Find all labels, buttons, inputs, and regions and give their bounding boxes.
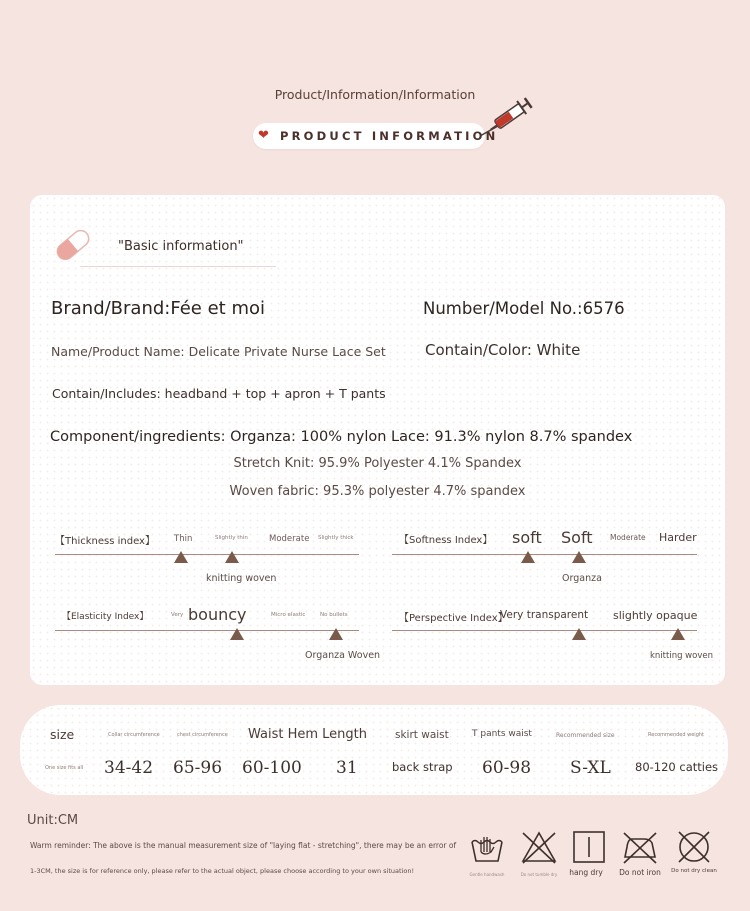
heart-icon: ❤	[258, 128, 269, 143]
perspective-option: slightly opaque	[613, 609, 698, 622]
thickness-option: Thin	[174, 534, 193, 544]
softness-option: Harder	[659, 531, 697, 544]
collar-header: Collar circumference	[108, 732, 160, 738]
perspective-scale-line	[392, 630, 697, 631]
no-tumble-dry-icon	[521, 829, 557, 865]
care-label: hang dry	[569, 868, 603, 877]
no-dry-clean-icon	[676, 829, 712, 865]
softness-option: Moderate	[610, 533, 646, 542]
elasticity-marker	[230, 628, 244, 640]
softness-marker	[521, 551, 535, 563]
rec-weight-cell: 80-120 catties	[635, 760, 719, 774]
product-name: Name/Product Name: Delicate Private Nurse Lace Set	[51, 344, 386, 359]
perspective-label: 【Perspective Index】	[399, 613, 508, 624]
unit-label: Unit:CM	[27, 813, 79, 828]
thickness-marker	[174, 551, 188, 563]
softness-option: Soft	[561, 528, 593, 547]
thickness-option: Slightly thick	[318, 535, 354, 541]
tpants-waist-cell: 60-98	[482, 758, 532, 778]
elasticity-note: Organza Woven	[305, 650, 381, 661]
collar-cell: 34-42	[104, 758, 154, 778]
rec-size-header: Recommended size	[556, 732, 615, 739]
care-label: Do not iron	[619, 868, 661, 877]
care-label: Gentle handwash	[469, 872, 505, 877]
rec-weight-header: Recommended weight	[648, 732, 704, 738]
component-line-2: Stretch Knit: 95.9% Polyester 4.1% Spandex	[233, 456, 522, 471]
capsule-icon	[52, 224, 94, 266]
hang-dry-icon	[571, 829, 607, 865]
softness-marker	[572, 551, 586, 563]
skirt-waist-cell: back strap	[392, 760, 453, 774]
waist-cell: 60-100	[242, 758, 302, 778]
size-header: size	[50, 727, 75, 742]
perspective-marker	[572, 628, 586, 640]
thickness-label: 【Thickness index】	[55, 536, 155, 547]
color: Contain/Color: White	[425, 341, 581, 359]
care-label: Do not tumble dry	[520, 872, 558, 877]
elasticity-option: No bullets	[320, 612, 348, 618]
thickness-scale-line	[55, 554, 359, 555]
includes: Contain/Includes: headband + top + apron + T pants	[52, 386, 386, 401]
elasticity-scale-line	[55, 630, 359, 631]
elasticity-label: 【Elasticity Index】	[62, 612, 149, 622]
syringe-icon	[478, 90, 544, 140]
elasticity-option: bouncy	[188, 605, 247, 624]
perspective-marker	[671, 628, 685, 640]
elasticity-marker	[329, 628, 343, 640]
elasticity-option: Micro elastic	[271, 612, 306, 618]
size-cell: One size fits all	[45, 765, 84, 771]
component-line-3: Woven fabric: 95.3% polyester 4.7% spandex	[229, 484, 526, 499]
softness-option: soft	[512, 528, 542, 547]
no-iron-icon	[622, 829, 658, 865]
softness-note: Organza	[562, 573, 602, 584]
banner-text: PRODUCT INFORMATION	[280, 129, 499, 143]
basic-info-title: "Basic information"	[118, 239, 244, 254]
warm-reminder-line-1: Warm reminder: The above is the manual measurement size of "laying flat - stretching", there may be an error of	[30, 841, 457, 850]
hem-cell: 31	[336, 758, 358, 778]
title-underline	[80, 266, 276, 267]
thickness-note: knitting woven	[206, 573, 277, 584]
perspective-note: knitting woven	[650, 651, 713, 661]
brand: Brand/Brand:Fée et moi	[51, 298, 265, 319]
warm-reminder-line-2: 1-3CM, the size is for reference only, please refer to the actual object, please choose according to your own situation!	[30, 867, 415, 875]
component-line-1: Component/ingredients: Organza: 100% nylon Lace: 91.3% nylon 8.7% spandex	[50, 429, 633, 445]
elasticity-option: Very	[171, 612, 184, 618]
page-title: Product/Information/Information	[274, 87, 476, 102]
softness-scale-line	[392, 554, 697, 555]
handwash-icon	[469, 828, 505, 864]
skirt-waist-header: skirt waist	[395, 729, 449, 741]
softness-label: 【Softness Index】	[399, 535, 493, 546]
chest-header: chest circumference	[177, 732, 228, 738]
thickness-marker	[225, 551, 239, 563]
thickness-option: Slightly thin	[215, 535, 248, 541]
tpants-waist-header: T pants waist	[472, 729, 532, 739]
chest-cell: 65-96	[173, 758, 223, 778]
model-number: Number/Model No.:6576	[423, 299, 625, 318]
rec-size-cell: S-XL	[570, 758, 611, 778]
care-label: Do not dry clean	[671, 868, 717, 874]
thickness-option: Moderate	[269, 534, 310, 544]
waist-hem-header: Waist Hem Length	[248, 727, 368, 742]
perspective-option: Very transparent	[500, 609, 589, 621]
size-table	[20, 705, 728, 795]
